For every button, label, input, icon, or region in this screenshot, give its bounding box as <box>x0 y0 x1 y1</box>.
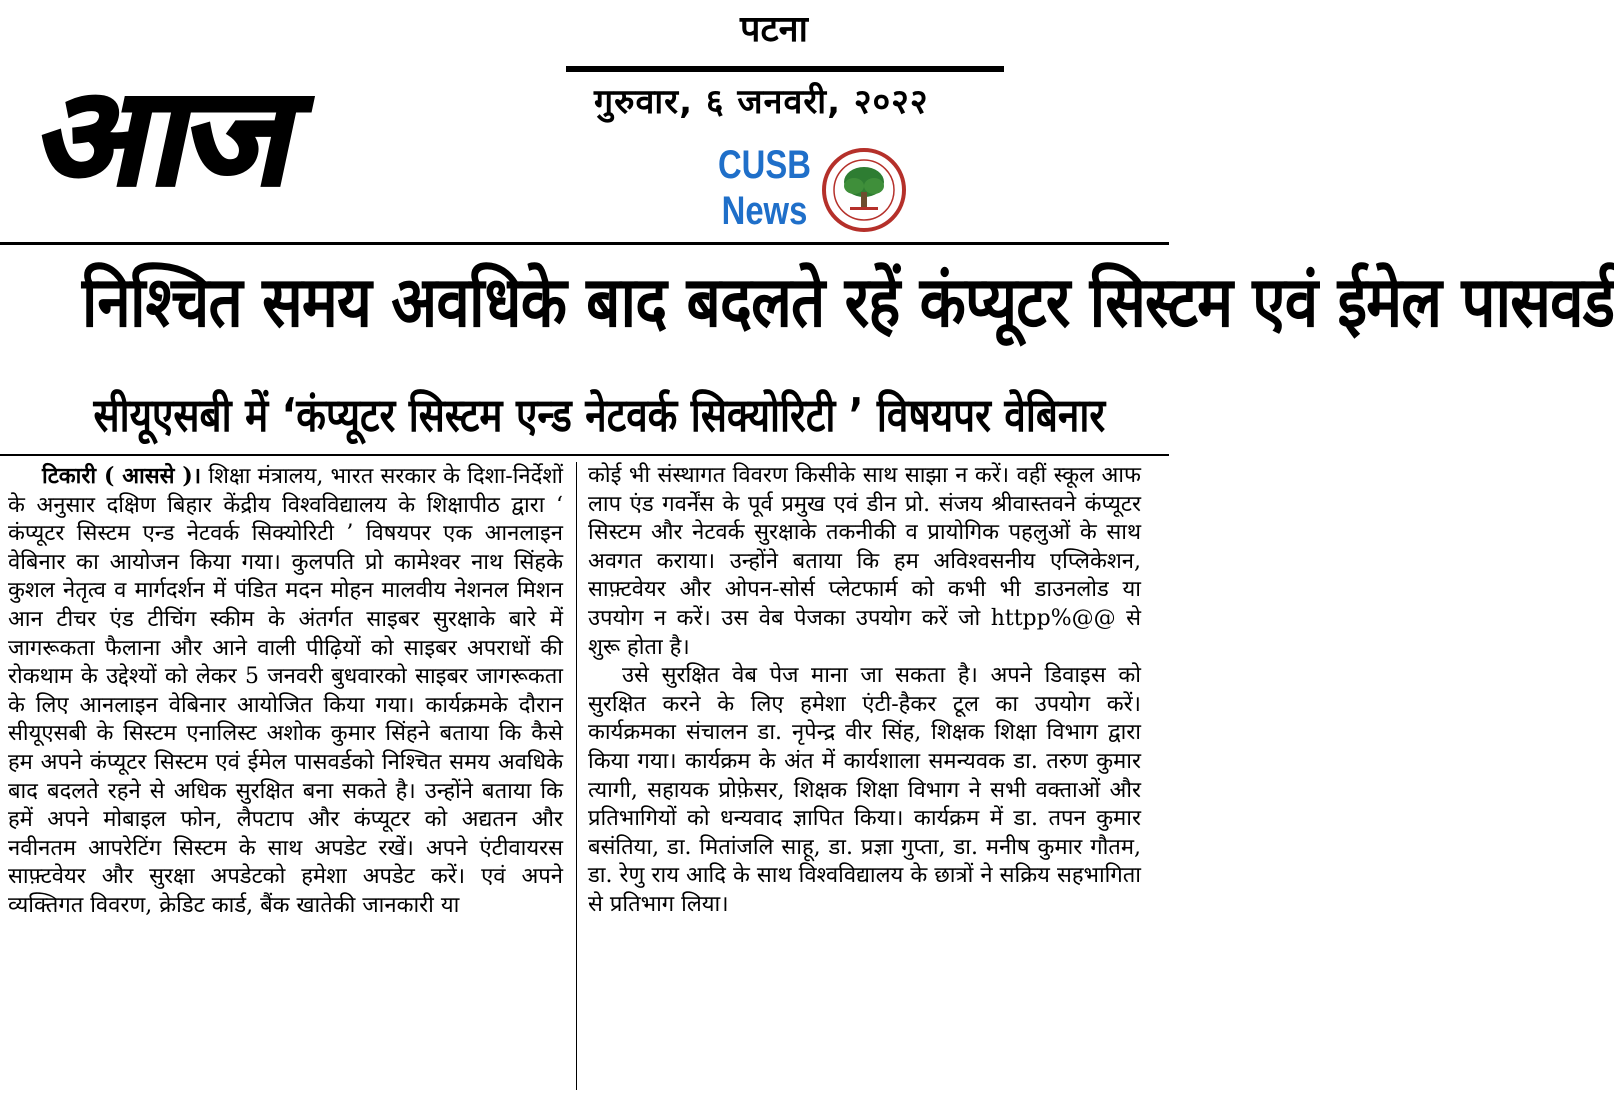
masthead-top-rule <box>566 66 1004 72</box>
cusb-label: CUSB <box>718 143 811 187</box>
news-label: News <box>721 189 808 233</box>
article-column-right <box>588 462 1141 920</box>
masthead-rule <box>0 242 1169 245</box>
article-paragraph: उसे सुरक्षित वेब पेज माना जा सकता है। अपने डिवाइस को सुरक्षित करने के लिए हमेशा एंटी-हैकर टूल का उपयोग करें। कार्यक्रमका संचालन डा. नृपेन्द्र वीर सिंह, शिक्षक शिक्षा विभाग द्वारा किया गया। कार्यक्रम के अंत में कार्यशाला समन्यवक डा. तरुण कुमार त्यागी, सहायक प्रोफ़ेसर, शिक्षक शिक्षा विभाग ने सभी वक्ताओं और प्रतिभागियों को धन्यवाद ज्ञापित किया। कार्यक्रम में डा. तपन कुमार बसंतिया, डा. मितांजलि साहू, डा. प्रज्ञा गुप्ता, डा. मनीष कुमार गौतम, डा. रेणु राय आदि के साथ विश्वविद्यालय के छात्रों ने सक्रिय सहभागिता से प्रतिभाग लिया। <box>588 663 1141 917</box>
dateline: टिकारी ( आससे )। <box>42 463 202 489</box>
cusb-news-label <box>718 142 811 234</box>
article-headline: निश्चित समय अवधिके बाद बदलते रहें कंप्यूटर सिस्टम एवं ईमेल पासवर्ड <box>81 261 1614 343</box>
edition-date: गुरुवार, ६ जनवरी, २०२२ <box>594 82 929 122</box>
newspaper-logo: आज <box>25 59 311 216</box>
edition-city: पटना <box>740 9 808 50</box>
article-column-left <box>8 462 563 921</box>
column-divider <box>576 462 577 1090</box>
left-column-text: शिक्षा मंत्रालय, भारत सरकार के दिशा-निर्देशों के अनुसार दक्षिण बिहार केंद्रीय विश्वविद्यालय के शिक्षापीठ द्वारा ‘ कंप्यूटर सिस्टम एन्ड नेटवर्क सिक्योरिटी ’ विषयपर एक आनलाइन वेबिनार का आयोजन किया गया। कुलपति प्रो कामेश्वर नाथ सिंहके कुशल नेतृत्व व मार्गदर्शन में पंडित मदन मोहन मालवीय नेशनल मिशन आन टीचर एंड टीचिंग स्कीम के अंतर्गत साइबर सुरक्षाके बारे में जागरूकता फैलाना और आने वाली पीढ़ियों को साइबर अपराधों की रोकथाम के उद्देश्यों को लेकर 5 जनवरी बुधवारको साइबर जागरूकता के लिए आनलाइन वेबिनार आयोजित किया गया। कार्यक्रमके दौरान सीयूएसबी के सिस्टम एनालिस्ट अशोक कुमार सिंहने बताया कि कैसे हम अपने कंप्यूटर सिस्टम एवं ईमेल पासवर्डको निश्चित समय अवधिके बाद बदलते रहने से अधिक सुरक्षित बना सकते है। उन्होंने बताया कि हमें अपने मोबाइल फोन, लैपटाप और कंप्यूटर को अद्यतन और नवीनतम आपरेटिंग सिस्टम के साथ अपडेट रखें। अपने एंटीवायरस साफ़्टवेयर और सुरक्षा अपडेटको हमेशा अपडेट करें। एवं अपने व्यक्तिगत विवरण, क्रेडिट कार्ड, बैंक खातेकी जानकारी या <box>8 464 563 918</box>
article-paragraph: कोई भी संस्थागत विवरण किसीके साथ साझा न करें। वहीं स्कूल आफ लाप एंड गवर्नेंस के पूर्व प्रमुख एवं डीन प्रो. संजय श्रीवास्तवने कंप्यूटर सिस्टम और नेटवर्क सुरक्षाके तकनीकी व प्रायोगिक पहलुओं के साथ अवगत कराया। उन्होंने बताया कि हम अविश्वसनीय एप्लिकेशन, साफ़्टवेयर और ओपन-सोर्स प्लेटफार्म को कभी भी डाउनलोड या उपयोग न करें। उस वेब पेजका उपयोग करें जो httpp%@@ से शुरू होता है। <box>588 463 1141 660</box>
body-rule <box>0 454 1169 456</box>
cusb-news-badge <box>708 142 910 244</box>
article-paragraph <box>8 462 563 921</box>
article-subheadline: सीयूएसबी में ‘कंप्यूटर सिस्टम एन्ड नेटवर्क सिक्योरिटी ’ विषयपर वेबिनार <box>93 388 1106 442</box>
university-emblem-icon <box>822 148 906 232</box>
